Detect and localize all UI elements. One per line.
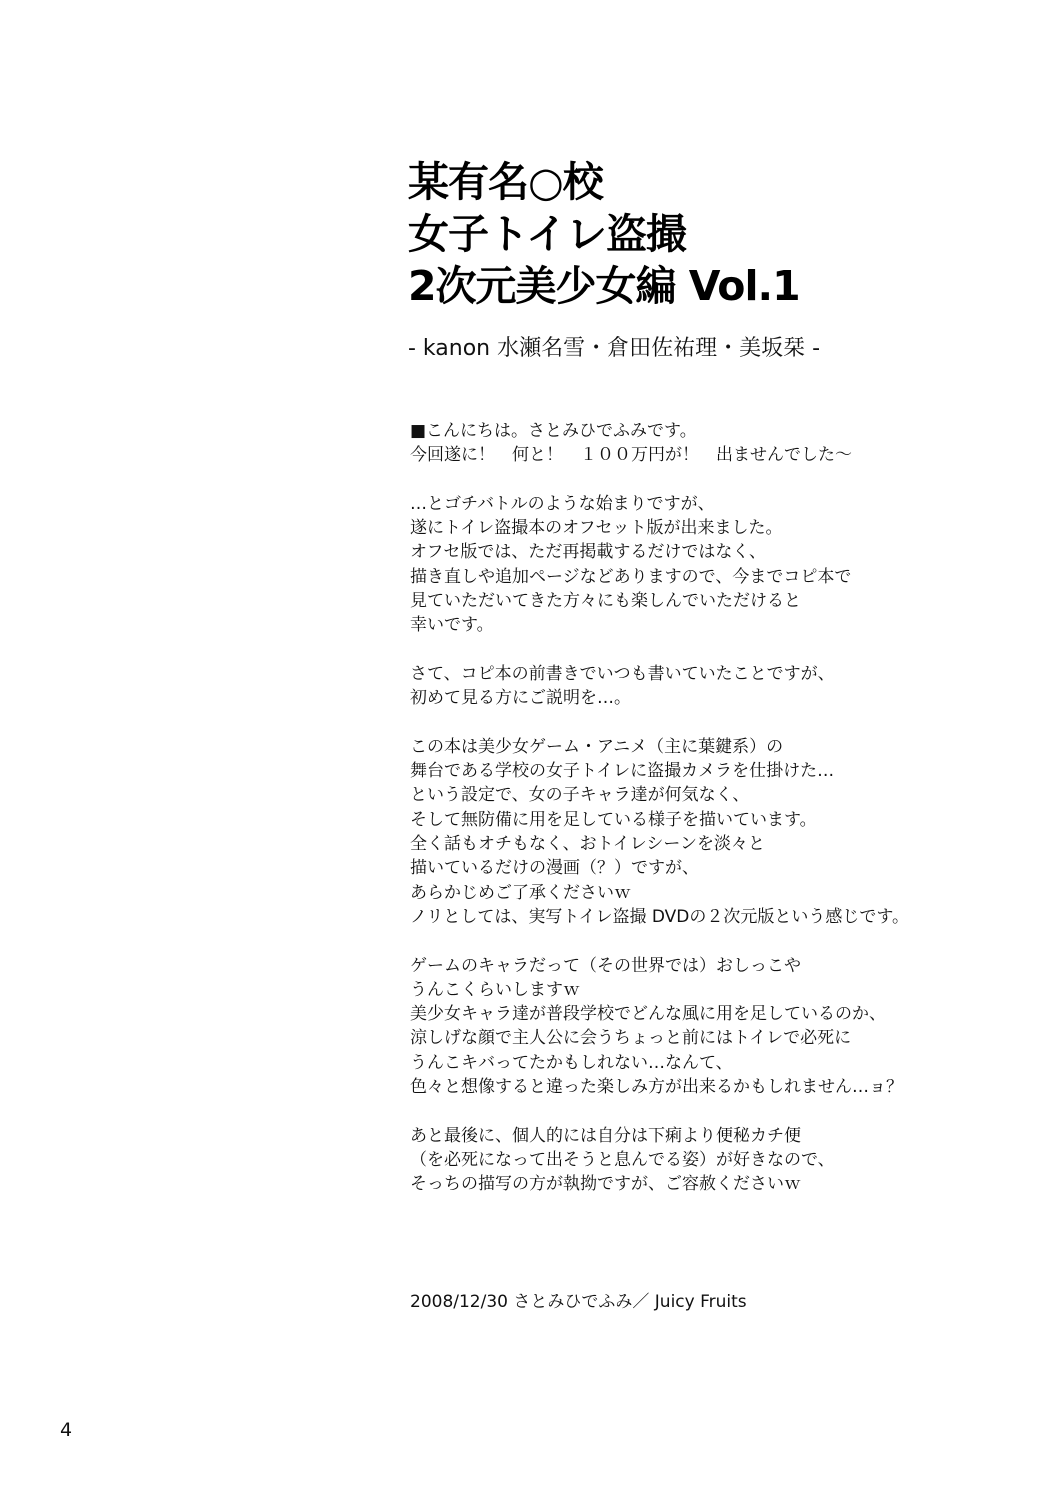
text-line: ゲームのキャラだって（その世界では）おしっこや xyxy=(410,955,801,976)
text-line: ■こんにちは。さとみひでふみです。 xyxy=(410,421,697,441)
signature-date-author: 2008/12/30 さとみひでふみ／ Juicy Fruits xyxy=(410,1292,747,1312)
text-line: うんこくらいしますｗ xyxy=(410,979,580,1000)
text-line: オフセ版では、ただ再掲載するだけではなく、 xyxy=(410,542,766,563)
text-line: 描いているだけの漫画（？）ですが、 xyxy=(410,858,699,879)
subtitle: - kanon 水瀬名雪・倉田佐祐理・美坂栞 - xyxy=(408,336,821,361)
text-line: 今回遂に！ 何と！ １００万円が！ 出ませんでした～ xyxy=(410,445,852,466)
text-line: あらかじめご了承くださいｗ xyxy=(410,882,631,903)
text-line: という設定で、女の子キャラ達が何気なく、 xyxy=(410,785,750,806)
title-line-2: 女子トイレ盗撮 xyxy=(408,210,686,258)
paragraph-3 xyxy=(410,662,1030,711)
text-line: 幸いです。 xyxy=(410,615,494,636)
text-line: うんこキバってたかもしれない…なんて、 xyxy=(410,1052,733,1073)
text-line: 遂にトイレ盗撮本のオフセット版が出来ました。 xyxy=(410,518,783,539)
text-line: そして無防備に用を足している様子を描いています。 xyxy=(410,809,817,830)
text-line: ノリとしては、実写トイレ盗撮 DVDの２次元版という感じです。 xyxy=(410,906,910,927)
paragraph-4 xyxy=(410,735,1030,929)
title-line-1: 某有名○校 xyxy=(408,158,603,206)
text-line: （を必死になって出そうと息んでる姿）が好きなので、 xyxy=(410,1149,835,1170)
text-line: 涼しげな顔で主人公に会うちょっと前にはトイレで必死に xyxy=(410,1028,852,1049)
text-line: …とゴチバトルのような始まりですが、 xyxy=(410,493,715,514)
paragraph-1 xyxy=(410,419,1030,468)
title-line-3: 2次元美少女編 Vol.1 xyxy=(408,262,800,310)
text-line: そっちの描写の方が執拗ですが、ご容赦くださいｗ xyxy=(410,1174,801,1195)
text-line: あと最後に、個人的には自分は下痢より便秘カチ便 xyxy=(410,1125,801,1146)
page-number: 4 xyxy=(60,1419,73,1441)
book-title xyxy=(408,156,1008,312)
text-line: 描き直しや追加ページなどありますので、今までコピ本で xyxy=(410,566,852,587)
text-line: 見ていただいてきた方々にも楽しんでいただけると xyxy=(410,591,801,612)
paragraph-5 xyxy=(410,954,1030,1100)
text-line: 美少女キャラ達が普段学校でどんな風に用を足しているのか、 xyxy=(410,1004,886,1025)
text-line: 初めて見る方にご説明を…。 xyxy=(410,688,631,709)
text-line: この本は美少女ゲーム・アニメ（主に葉鍵系）の xyxy=(410,736,784,757)
paragraph-6 xyxy=(410,1124,1030,1197)
foreword-body xyxy=(410,419,1030,1221)
text-line: 舞台である学校の女子トイレに盗撮カメラを仕掛けた… xyxy=(410,761,835,782)
paragraph-2 xyxy=(410,492,1030,638)
text-line: さて、コピ本の前書きでいつも書いていたことですが、 xyxy=(410,663,835,684)
text-line: 色々と想像すると違った楽しみ方が出来るかもしれません…ョ？ xyxy=(410,1077,903,1098)
text-line: 全く話もオチもなく、おトイレシーンを淡々と xyxy=(410,834,766,855)
